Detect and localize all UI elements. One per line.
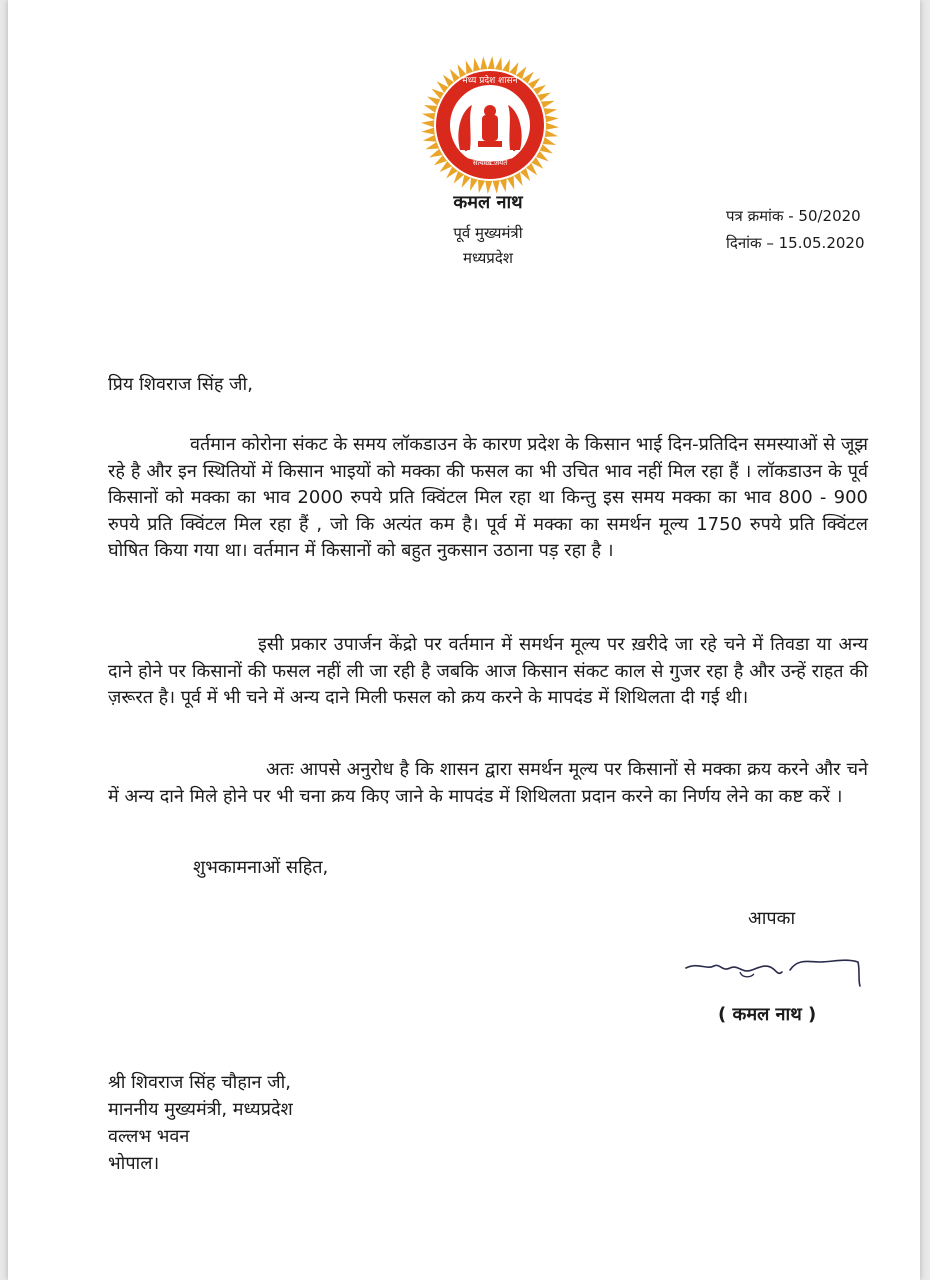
body-paragraph-2: इसी प्रकार उपार्जन केंद्रो पर वर्तमान में समर्थन मूल्य पर ख़रीदे जा रहे चने में तिवडा या अन्य दाने होने पर किसानों की फसल नहीं ली जा रही है जबकि आज किसान संकट काल से गुजर रहा है और उन्हें राहत की ज़रूरत है। पूर्व में भी चने में अन्य दाने मिली फसल को क्रय करने के मापदंड में शिथिलता दी गई थी। (108, 634, 868, 708)
seal-text: मध्य प्रदेश शासन (462, 76, 518, 86)
closing-line: शुभकामनाओं सहित, (193, 857, 329, 878)
signatory-name: ( कमल नाथ ) (718, 1004, 817, 1025)
yours-line: आपका (748, 908, 796, 929)
body-paragraph-3: अतः आपसे अनुरोध है कि शासन द्वारा समर्थन मूल्य पर किसानों से मक्का क्रय करने और चने में अन्य दाने मिले होने पर भी चना क्रय किए जाने के मापदंड में शिथिलता प्रदान करने का निर्णय लेने का कष्ट करें । (108, 759, 868, 807)
author-state: मध्यप्रदेश (462, 249, 513, 267)
handwritten-signature (680, 950, 870, 995)
recipient-line-1: श्री शिवराज सिंह चौहान जी, (108, 1072, 292, 1093)
seal-motto: सत्यमेव जयते (472, 159, 508, 167)
recipient-line-3: वल्लभ भवन (108, 1126, 190, 1147)
letter-date: दिनांक – 15.05.2020 (726, 234, 865, 252)
recipient-line-2: माननीय मुख्यमंत्री, मध्यप्रदेश (108, 1099, 293, 1120)
author-name: कमल नाथ (453, 192, 523, 213)
letter-reference: पत्र क्रमांक - 50/2020 (726, 207, 861, 225)
mp-government-seal (420, 55, 560, 195)
body-paragraph-1: वर्तमान कोरोना संकट के समय लॉकडाउन के कारण प्रदेश के किसान भाई दिन-प्रतिदिन समस्याओं से जूझ रहे है और इन स्थितियों में किसान भाइयों को मक्का की फसल का भी उचित भाव नहीं मिल रहा हैं । लॉकडाउन के पूर्व किसानों को मक्का का भाव 2000 रुपये प्रति क्विंटल मिल रहा था किन्तु इस समय मक्का का भाव 800 - 900 रुपये प्रति क्विंटल मिल रहा हैं , जो कि अत्यंत कम है। पूर्व में मक्का का समर्थन मूल्य 1750 रुपये प्रति क्विंटल घोषित किया गया था। वर्तमान में किसानों को बहुत नुकसान उठाना पड़ रहा है । (108, 434, 868, 561)
letter-page (8, 0, 920, 1280)
author-title: पूर्व मुख्यमंत्री (453, 224, 523, 242)
recipient-line-4: भोपाल। (108, 1153, 160, 1174)
salutation: प्रिय शिवराज सिंह जी, (108, 374, 253, 395)
